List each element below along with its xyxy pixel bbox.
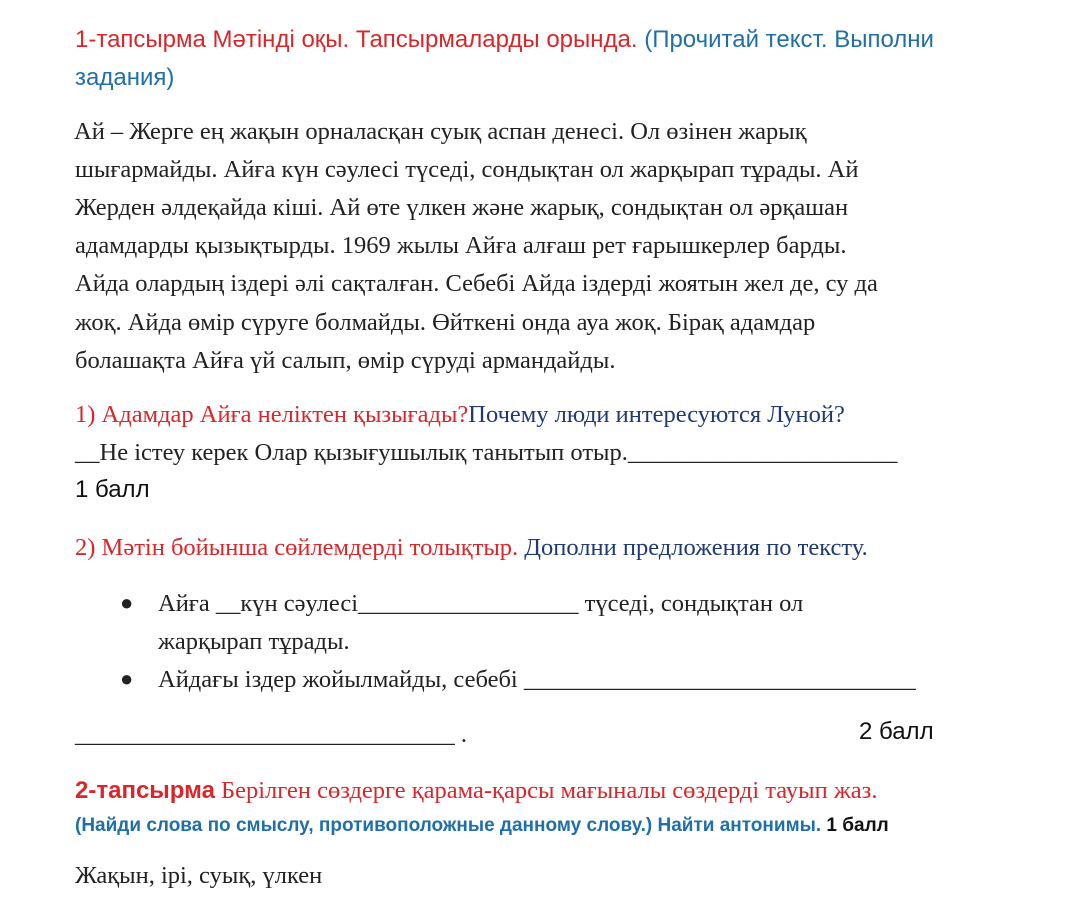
reading-text-line: адамдарды қызықтырды. 1969 жылы Айға алғаш рет ғарышкерлер барды. [75, 232, 847, 259]
task2-subtitle-ru: (Найди слова по смыслу, противоположные данному слову.) Найти антонимы. [75, 815, 822, 836]
question-1-answer: __Не істеу керек Олар қызығушылық танытып отыр.______________________ [75, 439, 898, 466]
bullet-item-2: Айдағы іздер жойылмайды, себебі ________________________________ [158, 666, 916, 693]
task2-title-kz: Берілген сөздерге қарама-қарсы мағыналы сөздерді тауып жаз. [221, 777, 878, 804]
task1-title-ru: (Прочитай текст. Выполни [644, 26, 934, 53]
task1-title-line1 [75, 21, 934, 59]
question-1-kz: 1) Адамдар Айға неліктен қызығады? [75, 401, 469, 428]
reading-text-line: Ай – Жерге ең жақын орналасқан суық аспан денесі. Ол өзінен жарық [74, 118, 807, 145]
question-2-kz: 2) Мәтін бойынша сөйлемдерді толықтыр. [75, 534, 519, 561]
task2-words: Жақын, ірі, суық, үлкен [75, 862, 323, 889]
bullet-item-1: Айға __күн сәулесі__________________ түседі, сондықтан ол [158, 590, 804, 617]
task2-title-bold: 2-тапсырма [75, 777, 215, 804]
question-1 [75, 396, 845, 434]
bullet-icon: ● [120, 590, 134, 615]
reading-text-line: Жерден әлдеқайда кіші. Ай өте үлкен және жарық, сондықтан ол әрқашан [75, 194, 849, 221]
task1-title-kz: 1-тапсырма Мәтінді оқы. Тапсырмаларды орында. [75, 26, 638, 53]
task2-subtitle [75, 813, 889, 839]
task2-title [75, 772, 878, 810]
question-2 [75, 529, 868, 567]
reading-text-line: шығармайды. Айға күн сәулесі түседі, сондықтан ол жарқырап тұрады. Ай [75, 156, 859, 183]
reading-text-line: жоқ. Айда өмір сүруге болмайды. Өйткені онда ауа жоқ. Бірақ адамдар [75, 309, 816, 336]
question-2-last-line: _______________________________ . [75, 721, 467, 748]
bullet-item-1-cont: жарқырап тұрады. [158, 628, 350, 655]
reading-text-line: болашақта Айға үй салып, өмір сүруді армандайды. [75, 347, 616, 374]
reading-text-line: Айда олардың іздері әлі сақталған. Себебі Айда іздерді жоятын жел де, су да [75, 270, 878, 297]
question-1-ru: Почему люди интересуются Луной? [468, 401, 845, 428]
question-2-ru: Дополни предложения по тексту. [524, 534, 868, 561]
question-2-score: 2 балл [859, 718, 934, 745]
question-1-score: 1 балл [75, 476, 150, 503]
task1-title-line2: задания) [75, 64, 175, 91]
bullet-icon: ● [120, 666, 134, 691]
task2-score: 1 балл [826, 815, 889, 836]
